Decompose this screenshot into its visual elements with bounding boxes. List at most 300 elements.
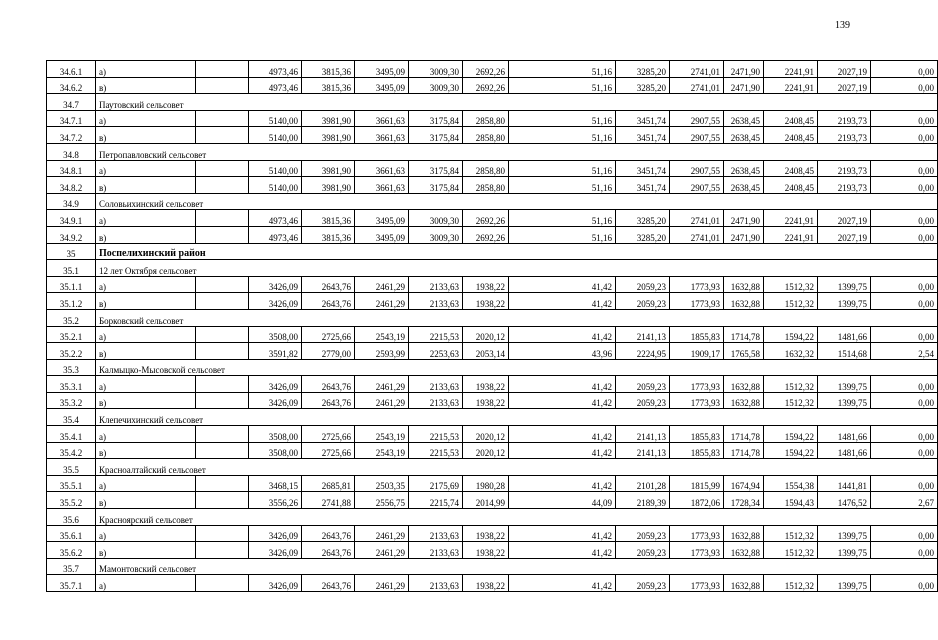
value-cell: 1512,32 xyxy=(764,575,818,592)
row-code: 35.7.1 xyxy=(47,575,96,592)
table-row xyxy=(47,77,938,94)
value-cell: 1512,32 xyxy=(764,525,818,542)
value-cell: 2461,29 xyxy=(355,376,409,393)
row-code: 34.7.1 xyxy=(47,110,96,127)
value-cell: 2741,01 xyxy=(670,210,724,227)
value-cell: 1632,32 xyxy=(764,343,818,360)
value-cell: 2543,19 xyxy=(355,326,409,343)
value-cell: 3508,00 xyxy=(249,442,302,459)
row-code: 35.4.1 xyxy=(47,426,96,443)
value-cell: 2638,45 xyxy=(724,127,764,144)
value-cell: 2408,45 xyxy=(764,177,818,194)
value-cell: 2471,90 xyxy=(724,226,764,243)
row-code: 35 xyxy=(47,243,96,260)
value-cell: 2193,73 xyxy=(818,160,871,177)
value-cell: 2059,23 xyxy=(616,293,670,310)
row-label: в) xyxy=(96,442,196,459)
value-cell: 41,42 xyxy=(509,426,616,443)
value-cell: 2858,80 xyxy=(463,177,509,194)
value-cell: 2503,35 xyxy=(355,475,409,492)
value-cell: 0,00 xyxy=(871,475,938,492)
value-cell: 2133,63 xyxy=(409,276,463,293)
empty-cell xyxy=(196,61,249,78)
value-cell: 41,42 xyxy=(509,293,616,310)
value-cell: 2224,95 xyxy=(616,343,670,360)
value-cell: 1399,75 xyxy=(818,392,871,409)
row-label: а) xyxy=(96,426,196,443)
value-cell: 2215,74 xyxy=(409,492,463,509)
value-cell: 1773,93 xyxy=(670,276,724,293)
row-code: 34.9.1 xyxy=(47,210,96,227)
value-cell: 2059,23 xyxy=(616,392,670,409)
value-cell: 1938,22 xyxy=(463,376,509,393)
row-label: в) xyxy=(96,226,196,243)
table-row xyxy=(47,442,938,459)
value-cell: 2408,45 xyxy=(764,110,818,127)
value-cell: 2193,73 xyxy=(818,177,871,194)
value-cell: 2779,00 xyxy=(302,343,355,360)
value-cell: 2461,29 xyxy=(355,276,409,293)
table-body xyxy=(47,61,938,592)
section-title: Петропавловский сельсовет xyxy=(96,143,938,160)
value-cell: 1594,22 xyxy=(764,426,818,443)
value-cell: 3285,20 xyxy=(616,210,670,227)
value-cell: 2133,63 xyxy=(409,376,463,393)
value-cell: 1815,99 xyxy=(670,475,724,492)
value-cell: 2408,45 xyxy=(764,127,818,144)
empty-cell xyxy=(196,392,249,409)
row-label: а) xyxy=(96,376,196,393)
value-cell: 2241,91 xyxy=(764,61,818,78)
row-code: 34.8.1 xyxy=(47,160,96,177)
table-row xyxy=(47,525,938,542)
empty-cell xyxy=(196,210,249,227)
value-cell: 3426,09 xyxy=(249,575,302,592)
value-cell: 51,16 xyxy=(509,77,616,94)
value-cell: 2741,01 xyxy=(670,61,724,78)
value-cell: 2461,29 xyxy=(355,392,409,409)
empty-cell xyxy=(196,492,249,509)
value-cell: 2638,45 xyxy=(724,177,764,194)
value-cell: 2461,29 xyxy=(355,575,409,592)
value-cell: 2907,55 xyxy=(670,177,724,194)
value-cell: 2556,75 xyxy=(355,492,409,509)
value-cell: 3556,26 xyxy=(249,492,302,509)
value-cell: 51,16 xyxy=(509,210,616,227)
value-cell: 3175,84 xyxy=(409,160,463,177)
value-cell: 1674,94 xyxy=(724,475,764,492)
value-cell: 3451,74 xyxy=(616,110,670,127)
value-cell: 1632,88 xyxy=(724,525,764,542)
value-cell: 1481,66 xyxy=(818,442,871,459)
table-row xyxy=(47,210,938,227)
value-cell: 2241,91 xyxy=(764,77,818,94)
value-cell: 41,42 xyxy=(509,525,616,542)
row-code: 34.6.2 xyxy=(47,77,96,94)
value-cell: 3426,09 xyxy=(249,542,302,559)
value-cell: 0,00 xyxy=(871,392,938,409)
value-cell: 1938,22 xyxy=(463,575,509,592)
value-cell: 0,00 xyxy=(871,426,938,443)
row-code: 35.1.1 xyxy=(47,276,96,293)
page-number: 139 xyxy=(835,20,850,31)
row-label: а) xyxy=(96,160,196,177)
value-cell: 2215,53 xyxy=(409,326,463,343)
value-cell: 2141,13 xyxy=(616,442,670,459)
value-cell: 1938,22 xyxy=(463,276,509,293)
value-cell: 3661,63 xyxy=(355,127,409,144)
row-label: а) xyxy=(96,326,196,343)
value-cell: 5140,00 xyxy=(249,110,302,127)
value-cell: 2907,55 xyxy=(670,160,724,177)
value-cell: 5140,00 xyxy=(249,127,302,144)
value-cell: 3175,84 xyxy=(409,110,463,127)
section-row xyxy=(47,359,938,376)
section-row xyxy=(47,143,938,160)
value-cell: 3451,74 xyxy=(616,127,670,144)
value-cell: 43,96 xyxy=(509,343,616,360)
table-row xyxy=(47,326,938,343)
value-cell: 3451,74 xyxy=(616,177,670,194)
value-cell: 2471,90 xyxy=(724,61,764,78)
empty-cell xyxy=(196,127,249,144)
value-cell: 2133,63 xyxy=(409,575,463,592)
value-cell: 2907,55 xyxy=(670,127,724,144)
row-code: 35.7 xyxy=(47,558,96,575)
table-row xyxy=(47,492,938,509)
row-code: 35.2.2 xyxy=(47,343,96,360)
value-cell: 41,42 xyxy=(509,392,616,409)
value-cell: 1512,32 xyxy=(764,293,818,310)
value-cell: 2643,76 xyxy=(302,376,355,393)
value-cell: 51,16 xyxy=(509,61,616,78)
table-row xyxy=(47,226,938,243)
row-code: 35.6.1 xyxy=(47,525,96,542)
empty-cell xyxy=(196,343,249,360)
table-row xyxy=(47,575,938,592)
value-cell: 2141,13 xyxy=(616,426,670,443)
value-cell: 1399,75 xyxy=(818,293,871,310)
value-cell: 2725,66 xyxy=(302,442,355,459)
section-title: Красноярский сельсовет xyxy=(96,509,938,526)
value-cell: 3981,90 xyxy=(302,177,355,194)
tariff-table xyxy=(46,60,938,592)
value-cell: 1399,75 xyxy=(818,575,871,592)
value-cell: 0,00 xyxy=(871,61,938,78)
row-label: а) xyxy=(96,110,196,127)
value-cell: 1554,38 xyxy=(764,475,818,492)
section-row xyxy=(47,260,938,277)
value-cell: 2471,90 xyxy=(724,210,764,227)
table-row xyxy=(47,392,938,409)
value-cell: 2014,99 xyxy=(463,492,509,509)
value-cell: 1773,93 xyxy=(670,376,724,393)
table-row xyxy=(47,426,938,443)
value-cell: 1632,88 xyxy=(724,575,764,592)
row-code: 35.3 xyxy=(47,359,96,376)
value-cell: 5140,00 xyxy=(249,177,302,194)
value-cell: 2685,81 xyxy=(302,475,355,492)
empty-cell xyxy=(196,226,249,243)
value-cell: 3661,63 xyxy=(355,177,409,194)
value-cell: 41,42 xyxy=(509,442,616,459)
section-title: Красноалтайский сельсовет xyxy=(96,459,938,476)
value-cell: 1481,66 xyxy=(818,426,871,443)
value-cell: 3815,36 xyxy=(302,77,355,94)
value-cell: 1594,43 xyxy=(764,492,818,509)
row-code: 35.5.2 xyxy=(47,492,96,509)
value-cell: 1441,81 xyxy=(818,475,871,492)
empty-cell xyxy=(196,426,249,443)
value-cell: 0,00 xyxy=(871,276,938,293)
value-cell: 3815,36 xyxy=(302,210,355,227)
table-row xyxy=(47,343,938,360)
value-cell: 1714,78 xyxy=(724,326,764,343)
value-cell: 3426,09 xyxy=(249,376,302,393)
row-label: в) xyxy=(96,127,196,144)
empty-cell xyxy=(196,575,249,592)
section-title: Паутовский сельсовет xyxy=(96,94,938,111)
value-cell: 3426,09 xyxy=(249,276,302,293)
value-cell: 2638,45 xyxy=(724,110,764,127)
value-cell: 2692,26 xyxy=(463,77,509,94)
value-cell: 2643,76 xyxy=(302,276,355,293)
value-cell: 0,00 xyxy=(871,293,938,310)
value-cell: 0,00 xyxy=(871,77,938,94)
value-cell: 51,16 xyxy=(509,226,616,243)
value-cell: 2471,90 xyxy=(724,77,764,94)
value-cell: 2133,63 xyxy=(409,392,463,409)
value-cell: 2241,91 xyxy=(764,210,818,227)
value-cell: 2543,19 xyxy=(355,442,409,459)
value-cell: 2593,99 xyxy=(355,343,409,360)
value-cell: 44,09 xyxy=(509,492,616,509)
value-cell: 2638,45 xyxy=(724,160,764,177)
table-row xyxy=(47,127,938,144)
value-cell: 0,00 xyxy=(871,542,938,559)
row-code: 35.3.1 xyxy=(47,376,96,393)
value-cell: 2907,55 xyxy=(670,110,724,127)
value-cell: 1512,32 xyxy=(764,276,818,293)
section-title: Клепечихинский сельсовет xyxy=(96,409,938,426)
value-cell: 1512,32 xyxy=(764,392,818,409)
value-cell: 1399,75 xyxy=(818,376,871,393)
value-cell: 2725,66 xyxy=(302,326,355,343)
value-cell: 0,00 xyxy=(871,525,938,542)
row-label: в) xyxy=(96,392,196,409)
empty-cell xyxy=(196,442,249,459)
value-cell: 2461,29 xyxy=(355,293,409,310)
table-row xyxy=(47,293,938,310)
value-cell: 1632,88 xyxy=(724,542,764,559)
value-cell: 2,67 xyxy=(871,492,938,509)
value-cell: 3285,20 xyxy=(616,61,670,78)
section-title: Калмыцко-Мысовской сельсовет xyxy=(96,359,938,376)
value-cell: 1773,93 xyxy=(670,392,724,409)
value-cell: 2027,19 xyxy=(818,210,871,227)
empty-cell xyxy=(196,326,249,343)
value-cell: 1481,66 xyxy=(818,326,871,343)
value-cell: 2643,76 xyxy=(302,542,355,559)
value-cell: 2193,73 xyxy=(818,127,871,144)
value-cell: 2692,26 xyxy=(463,61,509,78)
value-cell: 1632,88 xyxy=(724,276,764,293)
value-cell: 41,42 xyxy=(509,475,616,492)
value-cell: 41,42 xyxy=(509,542,616,559)
value-cell: 3468,15 xyxy=(249,475,302,492)
value-cell: 1773,93 xyxy=(670,575,724,592)
value-cell: 2133,63 xyxy=(409,293,463,310)
row-label: в) xyxy=(96,542,196,559)
value-cell: 1594,22 xyxy=(764,442,818,459)
value-cell: 3508,00 xyxy=(249,326,302,343)
row-label: а) xyxy=(96,475,196,492)
row-code: 35.4 xyxy=(47,409,96,426)
row-code: 34.7 xyxy=(47,94,96,111)
value-cell: 2741,01 xyxy=(670,226,724,243)
row-label: в) xyxy=(96,492,196,509)
value-cell: 2461,29 xyxy=(355,542,409,559)
value-cell: 2858,80 xyxy=(463,110,509,127)
section-row xyxy=(47,193,938,210)
value-cell: 4973,46 xyxy=(249,61,302,78)
value-cell: 2408,45 xyxy=(764,160,818,177)
value-cell: 1938,22 xyxy=(463,525,509,542)
row-code: 34.8.2 xyxy=(47,177,96,194)
value-cell: 0,00 xyxy=(871,326,938,343)
value-cell: 2241,91 xyxy=(764,226,818,243)
section-title: Соловьихинский сельсовет xyxy=(96,193,938,210)
value-cell: 2101,28 xyxy=(616,475,670,492)
value-cell: 3426,09 xyxy=(249,392,302,409)
value-cell: 0,00 xyxy=(871,210,938,227)
value-cell: 1399,75 xyxy=(818,542,871,559)
row-code: 35.4.2 xyxy=(47,442,96,459)
value-cell: 1773,93 xyxy=(670,542,724,559)
value-cell: 1594,22 xyxy=(764,326,818,343)
value-cell: 2253,63 xyxy=(409,343,463,360)
row-code: 35.6.2 xyxy=(47,542,96,559)
row-code: 35.5 xyxy=(47,459,96,476)
table-row xyxy=(47,160,938,177)
row-code: 35.1 xyxy=(47,260,96,277)
section-row xyxy=(47,558,938,575)
value-cell: 0,00 xyxy=(871,110,938,127)
value-cell: 2059,23 xyxy=(616,376,670,393)
value-cell: 1512,32 xyxy=(764,376,818,393)
value-cell: 4973,46 xyxy=(249,210,302,227)
value-cell: 3661,63 xyxy=(355,110,409,127)
value-cell: 3508,00 xyxy=(249,426,302,443)
value-cell: 2692,26 xyxy=(463,210,509,227)
value-cell: 3175,84 xyxy=(409,127,463,144)
district-row xyxy=(47,243,938,260)
empty-cell xyxy=(196,276,249,293)
value-cell: 51,16 xyxy=(509,160,616,177)
value-cell: 2193,73 xyxy=(818,110,871,127)
value-cell: 2643,76 xyxy=(302,525,355,542)
value-cell: 51,16 xyxy=(509,110,616,127)
value-cell: 3815,36 xyxy=(302,61,355,78)
value-cell: 2059,23 xyxy=(616,276,670,293)
value-cell: 3591,82 xyxy=(249,343,302,360)
value-cell: 1632,88 xyxy=(724,293,764,310)
value-cell: 3009,30 xyxy=(409,61,463,78)
table-row xyxy=(47,376,938,393)
value-cell: 2020,12 xyxy=(463,326,509,343)
value-cell: 1399,75 xyxy=(818,276,871,293)
value-cell: 5140,00 xyxy=(249,160,302,177)
value-cell: 2215,53 xyxy=(409,442,463,459)
value-cell: 2643,76 xyxy=(302,392,355,409)
value-cell: 51,16 xyxy=(509,127,616,144)
value-cell: 1773,93 xyxy=(670,525,724,542)
value-cell: 1855,83 xyxy=(670,426,724,443)
value-cell: 2027,19 xyxy=(818,61,871,78)
value-cell: 2175,69 xyxy=(409,475,463,492)
value-cell: 3426,09 xyxy=(249,525,302,542)
value-cell: 2189,39 xyxy=(616,492,670,509)
value-cell: 3495,09 xyxy=(355,77,409,94)
row-label: в) xyxy=(96,293,196,310)
value-cell: 1632,88 xyxy=(724,392,764,409)
table-row xyxy=(47,475,938,492)
value-cell: 2141,13 xyxy=(616,326,670,343)
value-cell: 1855,83 xyxy=(670,442,724,459)
empty-cell xyxy=(196,293,249,310)
value-cell: 41,42 xyxy=(509,326,616,343)
value-cell: 2133,63 xyxy=(409,542,463,559)
row-code: 35.2.1 xyxy=(47,326,96,343)
table-row xyxy=(47,61,938,78)
value-cell: 1765,58 xyxy=(724,343,764,360)
value-cell: 3285,20 xyxy=(616,226,670,243)
value-cell: 51,16 xyxy=(509,177,616,194)
value-cell: 3009,30 xyxy=(409,77,463,94)
value-cell: 0,00 xyxy=(871,177,938,194)
value-cell: 2643,76 xyxy=(302,575,355,592)
value-cell: 0,00 xyxy=(871,160,938,177)
empty-cell xyxy=(196,160,249,177)
value-cell: 1399,75 xyxy=(818,525,871,542)
value-cell: 2027,19 xyxy=(818,226,871,243)
value-cell: 1514,68 xyxy=(818,343,871,360)
section-row xyxy=(47,509,938,526)
table-row xyxy=(47,177,938,194)
row-code: 34.7.2 xyxy=(47,127,96,144)
value-cell: 0,00 xyxy=(871,376,938,393)
value-cell: 4973,46 xyxy=(249,226,302,243)
section-title: Мамонтовский сельсовет xyxy=(96,558,938,575)
empty-cell xyxy=(196,177,249,194)
value-cell: 2133,63 xyxy=(409,525,463,542)
row-code: 35.2 xyxy=(47,309,96,326)
section-title: 12 лет Октября сельсовет xyxy=(96,260,938,277)
value-cell: 2543,19 xyxy=(355,426,409,443)
value-cell: 1855,83 xyxy=(670,326,724,343)
section-title: Борковский сельсовет xyxy=(96,309,938,326)
value-cell: 2059,23 xyxy=(616,525,670,542)
empty-cell xyxy=(196,376,249,393)
value-cell: 1714,78 xyxy=(724,442,764,459)
row-code: 35.5.1 xyxy=(47,475,96,492)
value-cell: 1938,22 xyxy=(463,392,509,409)
value-cell: 0,00 xyxy=(871,575,938,592)
value-cell: 2741,01 xyxy=(670,77,724,94)
value-cell: 2020,12 xyxy=(463,426,509,443)
value-cell: 3451,74 xyxy=(616,160,670,177)
value-cell: 41,42 xyxy=(509,376,616,393)
